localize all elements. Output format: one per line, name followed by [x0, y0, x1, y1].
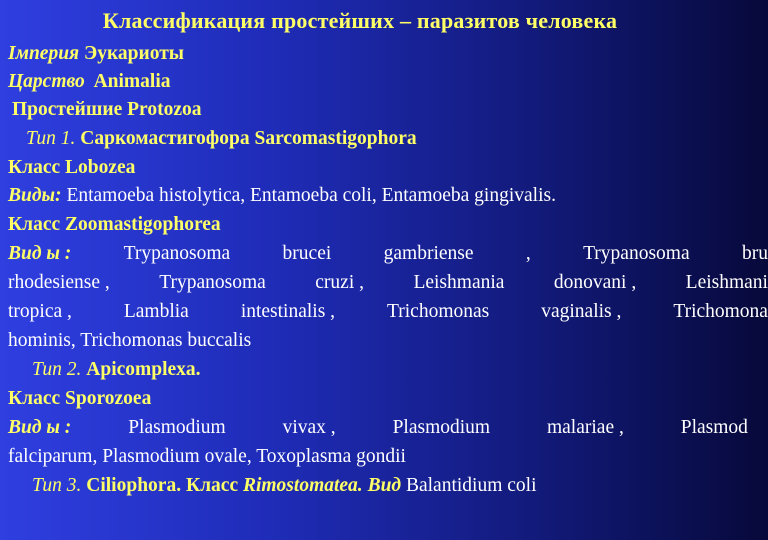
line-class-sporozoea	[8, 387, 151, 411]
type3-value: Ciliophora.	[86, 475, 182, 496]
kingdom-label: Царство	[8, 71, 85, 92]
line-class-zoomastigophorea	[8, 213, 221, 237]
species-balantidium: Balantidium coli	[405, 475, 537, 496]
line-species-amoeba	[8, 184, 556, 208]
species-word: Trypanosoma	[159, 272, 266, 293]
line-empire	[8, 42, 184, 66]
species-amoeba: Entamoeba histolytica, Entamoeba coli, Entamoeba gingivalis.	[66, 185, 556, 206]
class-zoomastigophorea: Класс Zoomastigophorea	[8, 214, 221, 235]
type2-label: Тип 2.	[32, 359, 82, 380]
species-word: malariae ,	[546, 417, 624, 438]
line-species-flagellates-4	[8, 329, 251, 353]
protozoa-value: Простейшие Protozoa	[12, 99, 202, 120]
species-word: ,	[525, 243, 531, 264]
species-word: vaginalis ,	[541, 301, 622, 322]
species-label: Вид ы :	[8, 243, 72, 264]
species-word: tropica ,	[8, 301, 72, 322]
species-label: Вид ы :	[8, 417, 72, 438]
species-label: Виды:	[8, 185, 62, 206]
species-word: Trypanosoma	[123, 243, 231, 264]
species-word: Lamblia	[123, 301, 189, 322]
species-word: Leishmania	[413, 272, 505, 293]
species-word: intestinalis ,	[240, 301, 336, 322]
line-species-flagellates-3	[8, 300, 768, 324]
species-label: Вид	[367, 475, 402, 496]
kingdom-value: Animalia	[93, 71, 171, 92]
line-type2	[32, 358, 201, 382]
line-class-lobozea	[8, 156, 135, 180]
slide-title: Классификация простейших – паразитов человека	[102, 8, 618, 33]
species-word: Plasmod	[680, 417, 748, 438]
type1-value: Саркомастигофора Sarcomastigophora	[80, 128, 417, 149]
species-word: Plasmodium	[392, 417, 491, 438]
species-word: rhodesiense ,	[8, 272, 110, 293]
species-word: Plasmodium	[128, 417, 226, 438]
line-type3	[32, 474, 537, 498]
species-trichomonas: hominis, Trichomonas buccalis	[8, 330, 252, 351]
species-word: cruzi ,	[315, 272, 364, 293]
line-species-plasmodium-1	[8, 416, 748, 440]
species-word: Leishmani	[685, 272, 768, 293]
empire-label: Імперия	[8, 43, 80, 64]
species-word: Trichomonas	[387, 301, 490, 322]
species-word: vivax ,	[282, 417, 336, 438]
class-rimostomatea: Rimostomatea.	[242, 475, 363, 496]
empire-value: Эукариоты	[83, 43, 185, 64]
class-label: Класс	[185, 475, 239, 496]
species-word: Trichomona	[673, 301, 768, 322]
line-species-flagellates-2	[8, 271, 768, 295]
species-word: Trypanosoma	[583, 243, 690, 264]
line-protozoa	[12, 98, 201, 122]
type1-label: Тип 1.	[26, 128, 76, 149]
species-word: bru	[741, 243, 768, 264]
species-word: donovani ,	[553, 272, 637, 293]
class-lobozea: Класс Lobozea	[8, 157, 136, 178]
line-species-flagellates-1	[8, 242, 768, 266]
line-type1	[26, 127, 417, 151]
class-sporozoea: Класс Sporozoea	[8, 388, 152, 409]
type2-value: Apicomplexa.	[86, 359, 201, 380]
type3-label: Тип 3.	[32, 475, 82, 496]
line-kingdom	[8, 70, 171, 94]
species-word: gambriense	[383, 243, 474, 264]
species-word: brucei	[282, 243, 332, 264]
line-species-plasmodium-2	[8, 445, 406, 469]
species-plasmodium: falciparum, Plasmodium ovale, Toxoplasma gondii	[8, 446, 406, 467]
